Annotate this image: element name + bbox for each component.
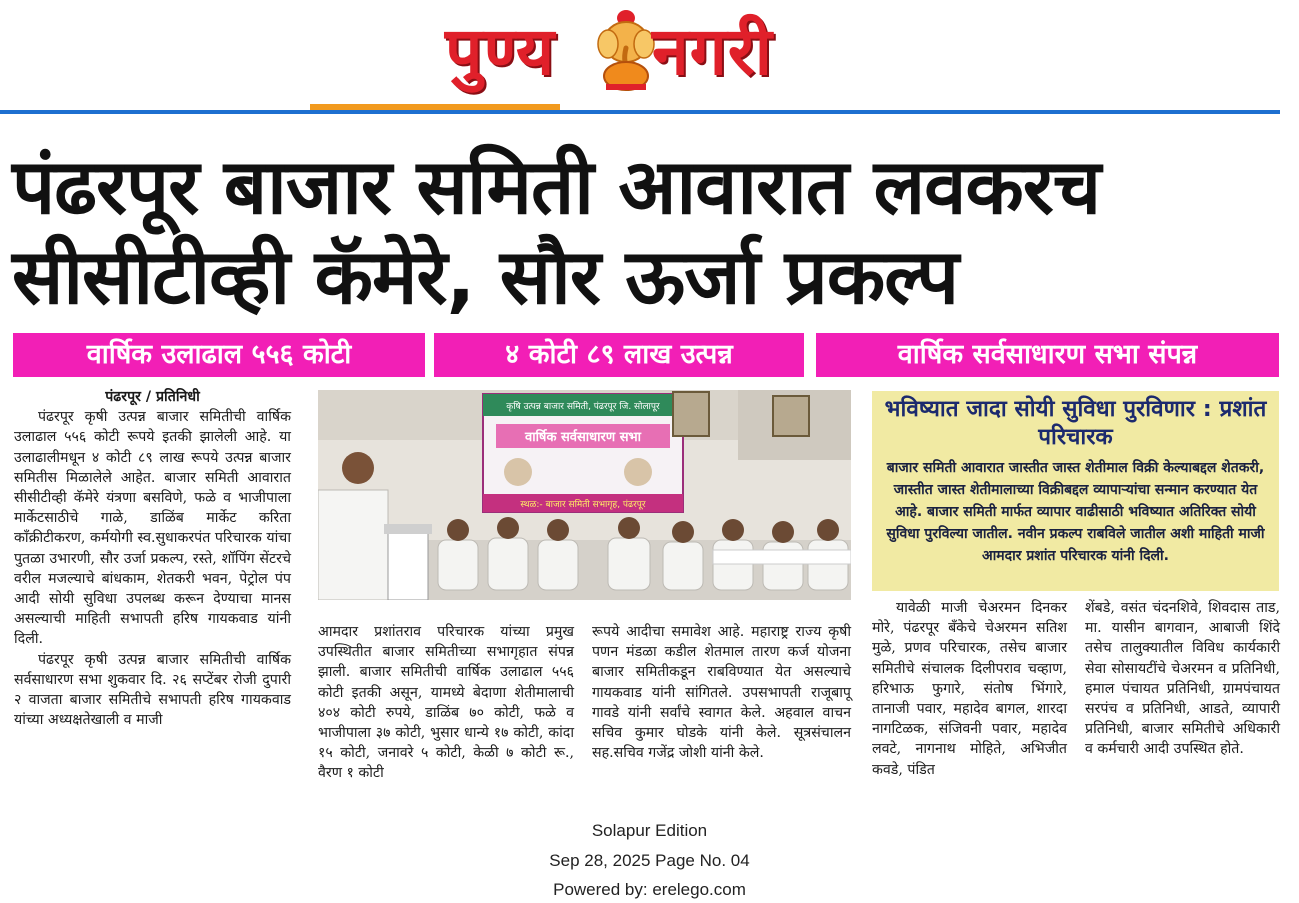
sidebox xyxy=(872,391,1279,591)
headline-line-1: पंढरपूर बाजार समिती आवारात लवकरच xyxy=(12,142,1101,231)
footer-edition: Solapur Edition xyxy=(591,821,708,840)
article-column-4 xyxy=(872,598,1067,780)
masthead xyxy=(0,0,1299,112)
meeting-photo xyxy=(318,390,851,600)
subhead-general-meeting: वार्षिक सर्वसाधारण सभा संपन्न xyxy=(816,333,1279,377)
subhead-turnover: वार्षिक उलाढाल ५५६ कोटी xyxy=(13,333,425,377)
article-paragraph-5: यावेळी माजी चेअरमन दिनकर मोरे, पंढरपूर बँकेचे चेअरमन सतिश मुळे, प्रणव परिचारक, तसेच बाजार समितीचे संचालक दिलीपराव चव्हाण, हरिभाऊ फुगारे, संतोष भिंगारे, तानाजी पवार, महादेव बागल, शारदा नागटिळक, संजिवनी पवार, महादेव लवटे, नागनाथ मोहिते, अभिजीत कवडे, पंडित xyxy=(872,600,1067,778)
article-column-3 xyxy=(592,622,851,763)
subhead-income: ४ कोटी ८९ लाख उत्पन्न xyxy=(434,333,804,377)
dateline: पंढरपूर / प्रतिनिधी xyxy=(105,389,200,405)
article-column-1 xyxy=(14,387,291,730)
article-paragraph-4: रूपये आदीचा समावेश आहे. महाराष्ट्र राज्य कृषी पणन मंडळा कडील शेतमाल तारण कर्ज योजना बाजार समितीकडून राबविण्यात येत असल्याचे गायकवाड यांनी सांगितले. उपसभापती राजूबापू गावडे यांनी सर्वांचे स्वागत केले. अहवाल वाचन सचिव कुमार घोडके यांनी केले. सूत्रसंचालन सह.सचिव गजेंद्र जोशी यांनी केले. xyxy=(592,624,851,762)
article-paragraph-2: पंढरपूर कृषी उत्पन्न बाजार समितीची वार्षिक सर्वसाधारण सभा शुकवार दि. २६ सप्टेंबर रोजी दुपारी २ वाजता बाजार समितीचे सभापती हरिष गायकवाड यांच्या अध्यक्षतेखाली व माजी xyxy=(14,651,291,729)
sidebox-title: भविष्यात जादा सोयी सुविधा पुरविणार : प्रशांत परिचारक xyxy=(884,396,1267,450)
article-paragraph-1: पंढरपूर कृषी उत्पन्न बाजार समितीची वार्षिक उलाढाल ५५६ कोटी रूपये इतकी झालेली आहे. या उलाढालीमधून ४ कोटी ८९ लाख रूपये उत्पन्न बाजार समितीस मिळालेले आहेत. बाजार समिती आवारात सीसीटीव्ही कॅमेरे यंत्रणा बसविणे, फळे व भाजीपाला मार्केटसाठीचे गाळे, डाळिंब मार्केट करिता काँक्रीटीकरण, कर्मयोगी स्व.सुधाकरपंत परिचारक यांचा पुतळा उभारणी, सौर उर्जा प्रकल्प, रस्ते, शॉपिंग सेंटरचे वरील मजल्याचे बांधकाम, शेतकरी भवन, पेट्रोल पंप आदी सोयी सुविधा उपलब्ध करून देण्याचा मानस असल्याची माहिती सभापती हरिष गायकवाड यांनी दिली. xyxy=(14,409,291,648)
meeting-photo-illustration xyxy=(318,390,851,600)
ganesha-logo-icon xyxy=(594,8,658,92)
banner-text-1: कृषि उत्पन्न बाजार समिती, पंढरपूर जि. सोलापूर xyxy=(506,402,660,412)
article-paragraph-3: आमदार प्रशांतराव परिचारक यांच्या प्रमुख उपस्थितीत बाजार समितीच्या सभागृहात संपन्न झाली. बाजार समितीची वार्षिक उलाढाल ५५६ कोटी इतकी असून, यामध्ये बेदाणा शेतीमालाची ४०४ कोटी रुपये, डाळिंब ७० कोटी, फळे व भाजीपाला ३७ कोटी, भुसार धान्ये १७ कोटी, कांदा १५ कोटी, जनावरे ५ कोटी, केळी ७ कोटी रू., वैरण १ कोटी xyxy=(318,624,574,782)
masthead-title-right: नगरी xyxy=(652,13,773,90)
banner-text-3: स्थळ:- बाजार समिती सभागृह, पंढरपूर xyxy=(520,500,646,510)
banner-text-2: वार्षिक सर्वसाधारण सभा xyxy=(524,430,642,445)
article-column-5 xyxy=(1085,598,1280,760)
masthead-blue-rule xyxy=(0,110,1280,114)
masthead-title-left: पुण्य xyxy=(445,13,556,90)
footer-date-page: Sep 28, 2025 Page No. 04 xyxy=(549,851,750,870)
article-column-2 xyxy=(318,622,574,784)
article-paragraph-6: शेंबडे, वसंत चंदनशिवे, शिवदास ताड, मा. यासीन बागवान, आबाजी शिंदे तसेच तालुक्यातील विविध कार्यकारी सेवा सोसायटींचे चेअरमन व प्रतिनिधी, हमाल पंचायत प्रतिनिधी, ग्रामपंचायत सरपंच व प्रतिनिधी, आडते, व्यापारी प्रतिनिधी, बाजार समितीचे अधिकारी व कर्मचारी आदी उपस्थित होते. xyxy=(1085,600,1280,758)
footer-powered-by: Powered by: erelego.com xyxy=(553,880,746,899)
sidebox-body: बाजार समिती आवारात जास्तीत जास्त शेतीमाल विक्री केल्याबद्दल शेतकरी, जास्तीत जास्त शेतीमालाच्या विक्रीबद्दल व्यापाऱ्यांचा सन्मान करण्यात येत आहे. बाजार समिती मार्फत व्यापार वाढीसाठी भविष्यात अतिरिक्त सोयी सुविधा पुरविल्या जातील. नवीन प्रकल्प राबविले जातील अशी माहिती माजी आमदार प्रशांत परिचारक यांनी दिली. xyxy=(886,460,1265,564)
headline xyxy=(12,142,1292,322)
headline-line-2: सीसीटीव्ही कॅमेरे, सौर ऊर्जा प्रकल्प xyxy=(12,232,958,321)
